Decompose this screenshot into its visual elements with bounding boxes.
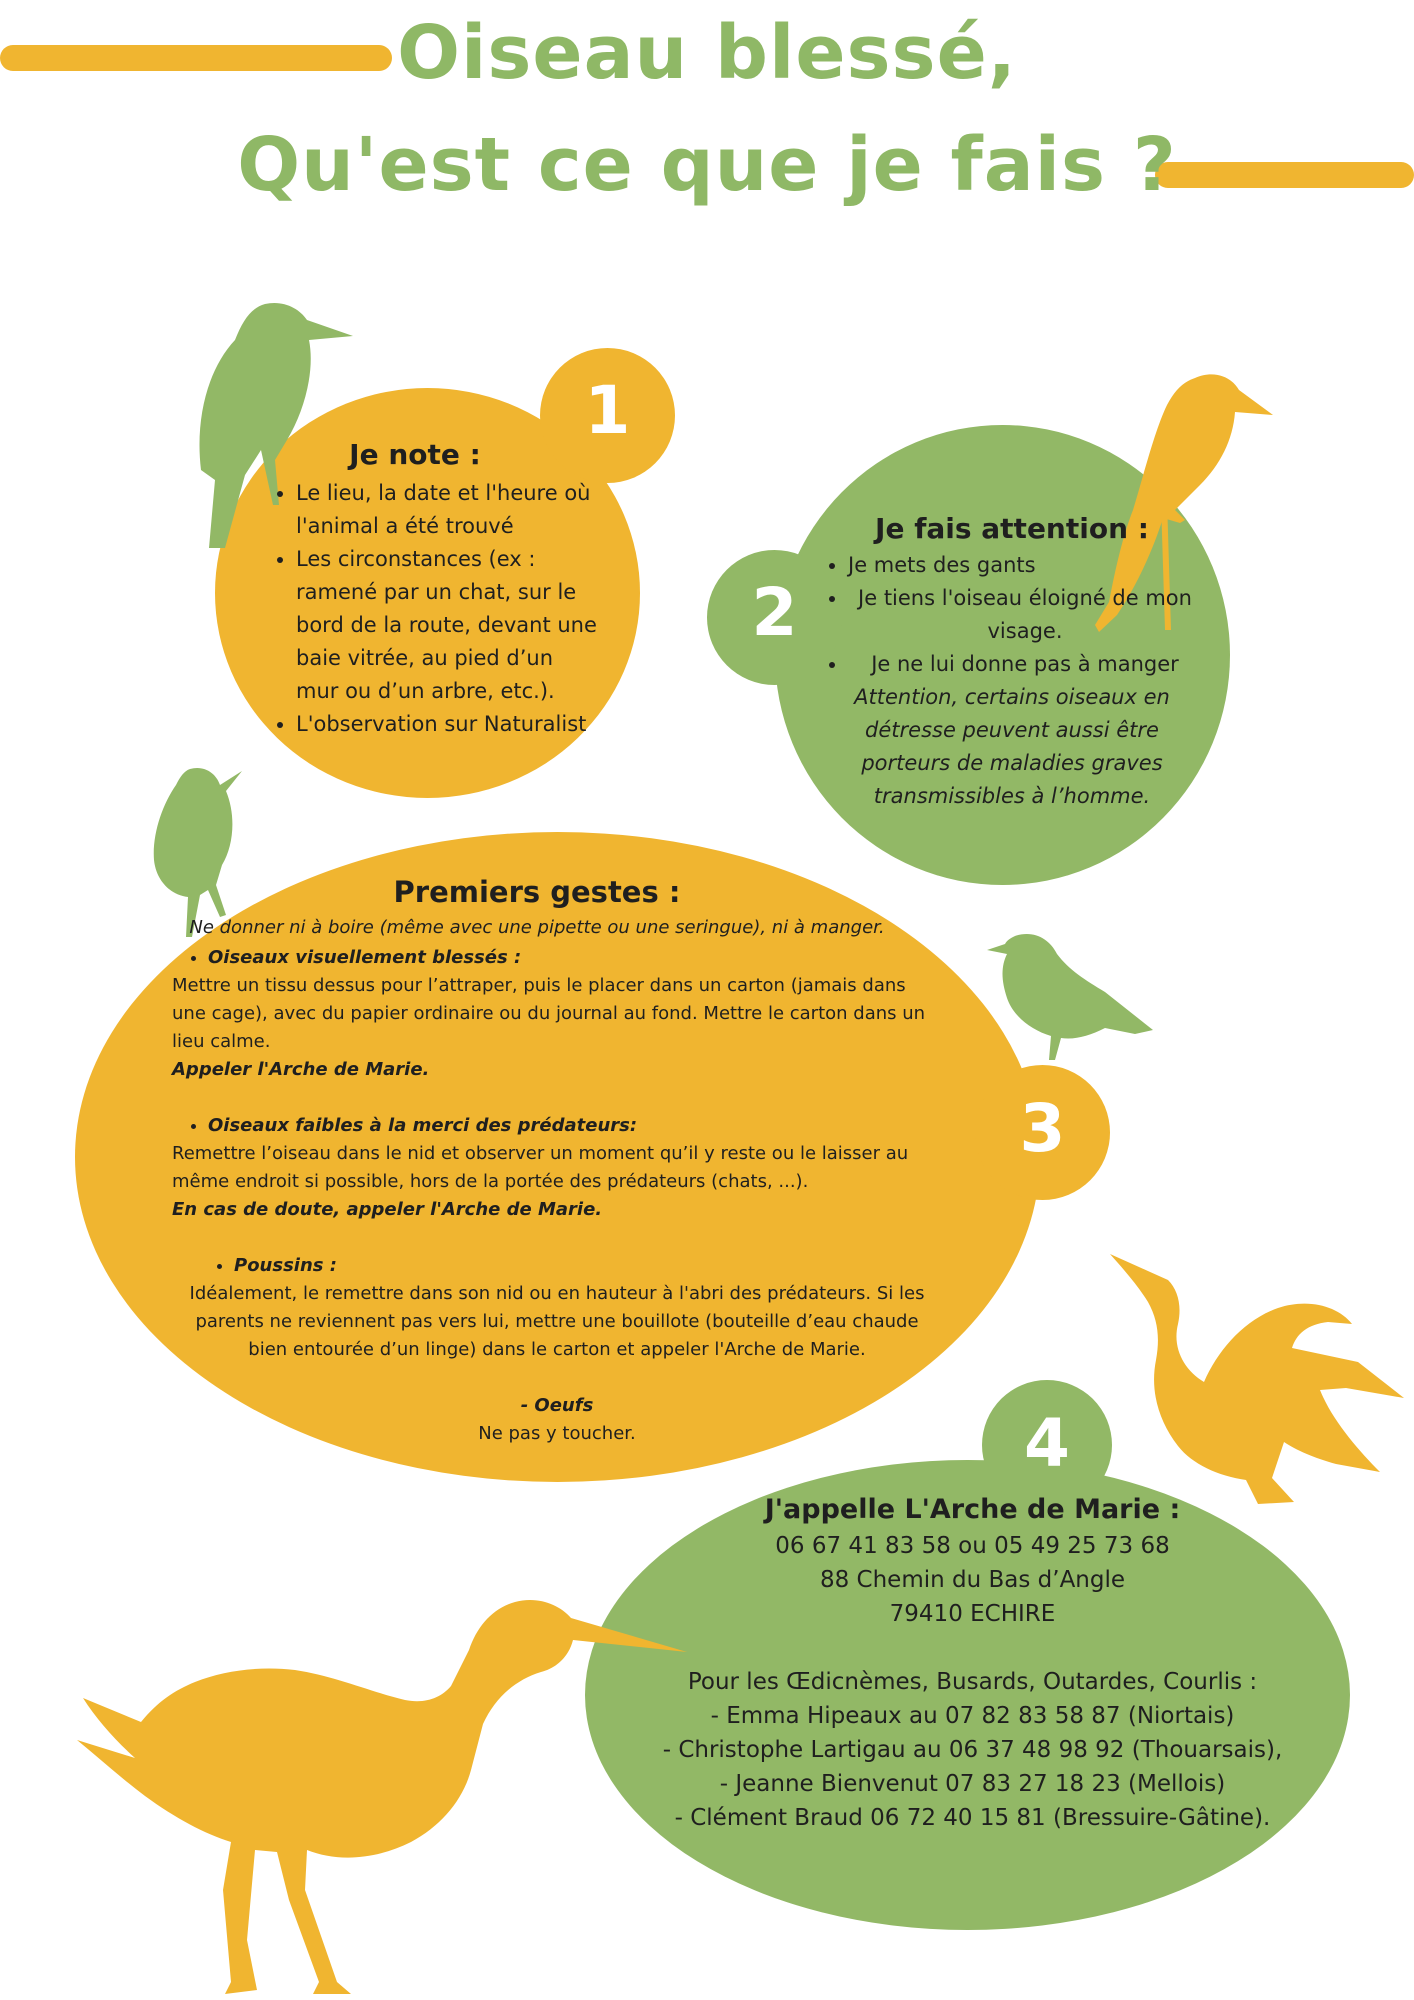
section-attention-content (822, 512, 1202, 813)
section-gestures-number: 3 (1019, 1090, 1066, 1167)
section-call-content (640, 1493, 1305, 1835)
section-gestures-weak-text: Remettre l’oiseau dans le nid et observer un moment qu’il y reste ou le laisser au même endroit si possible, hors de la portée des prédateurs (chats, ...). (172, 1143, 909, 1192)
section-note-heading: Je note : (349, 438, 481, 471)
section-gestures-chicks-list (172, 1252, 942, 1280)
section-call-heading: J'appelle L'Arche de Marie : (764, 1494, 1181, 1525)
green-bird-flying-icon (985, 930, 1155, 1070)
section-gestures-chicks-title: • Poussins : (234, 1252, 942, 1280)
section-attention-warning: Attention, certains oiseaux en détresse peuvent aussi être porteurs de maladies graves transmissibles à l’homme. (854, 685, 1170, 808)
section-call-species-intro: Pour les Œdicnèmes, Busards, Outardes, Courlis : (687, 1669, 1258, 1695)
section-note-content (270, 438, 600, 741)
list-item: • Je ne lui donne pas à manger (848, 648, 1202, 681)
section-attention-list (822, 549, 1202, 681)
section-call-phones: 06 67 41 83 58 ou 05 49 25 73 68 (775, 1533, 1170, 1559)
section-gestures-eggs-text: Ne pas y toucher. (478, 1423, 636, 1444)
section-call-number: 4 (1024, 1405, 1070, 1482)
section-gestures-heading: Premiers gestes : (393, 875, 681, 909)
section-gestures-content (172, 875, 942, 1448)
section-gestures-eggs-title: - Oeufs (520, 1395, 594, 1416)
section-call-address1: 88 Chemin du Bas d’Angle (819, 1567, 1126, 1593)
contact-item: - Jeanne Bienvenut 07 83 27 18 23 (Mellois) (719, 1771, 1226, 1797)
section-note-number: 1 (584, 372, 631, 449)
section-gestures-injured-title: • Oiseaux visuellement blessés : (208, 944, 942, 972)
list-item: • Je mets des gants (848, 549, 1202, 582)
orange-cormorant-icon (1108, 1250, 1408, 1520)
orange-heron-icon (75, 1590, 695, 2000)
section-gestures-weak-call: En cas de doute, appeler l'Arche de Marie. (172, 1199, 603, 1220)
contact-item: - Christophe Lartigau au 06 37 48 98 92 (Thouarsais), (662, 1737, 1283, 1763)
page-title-line1: Oiseau blessé, (397, 10, 1017, 96)
section-call-address2: 79410 ECHIRE (889, 1601, 1056, 1627)
section-gestures-injured-call: Appeler l'Arche de Marie. (172, 1059, 430, 1080)
section-attention-number: 2 (751, 574, 798, 651)
list-item: • Je tiens l'oiseau éloigné de mon visage. (848, 582, 1202, 648)
section-gestures-chicks-text: Idéalement, le remettre dans son nid ou en hauteur à l'abri des prédateurs. Si les parents ne reviennent pas vers lui, mettre une bouillote (bouteille d’eau chaude bien entourée d’un linge) dans le carton et appeler l'Arche de Marie. (189, 1283, 925, 1360)
section-note-list (270, 477, 600, 741)
list-item: • Les circonstances (ex : ramené par un chat, sur le bord de la route, devant une baie vitrée, au pied d’un mur ou d’un arbre, etc.). (296, 543, 600, 708)
section-gestures-intro: Ne donner ni à boire (même avec une pipette ou une seringue), ni à manger. (189, 917, 885, 938)
section-attention-heading: Je fais attention : (875, 512, 1149, 545)
contact-item: - Emma Hipeaux au 07 82 83 58 87 (Niortais) (710, 1703, 1235, 1729)
section-gestures-weak-title: • Oiseaux faibles à la merci des prédateurs: (208, 1112, 942, 1140)
section-gestures-injured-list (172, 944, 942, 972)
contact-item: - Clément Braud 06 72 40 15 81 (Bressuire-Gâtine). (674, 1805, 1271, 1831)
list-item: • L'observation sur Naturalist (296, 708, 600, 741)
page-title-line2: Qu'est ce que je fais ? (237, 122, 1177, 208)
section-gestures-injured-text: Mettre un tissu dessus pour l’attraper, puis le placer dans un carton (jamais dans une cage), avec du papier ordinaire ou du journal au fond. Mettre le carton dans un lieu calme. (172, 975, 926, 1052)
list-item: • Le lieu, la date et l'heure où l'animal a été trouvé (296, 477, 600, 543)
section-gestures-weak-list (172, 1112, 942, 1140)
